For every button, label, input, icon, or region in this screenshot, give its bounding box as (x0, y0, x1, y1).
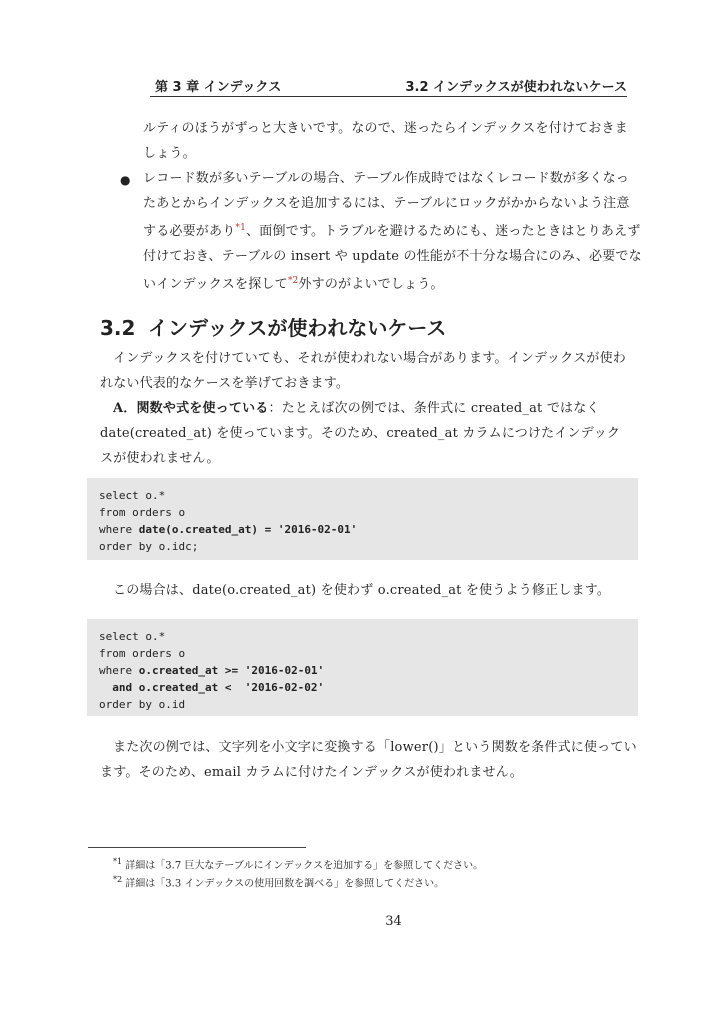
case-a-label: A．関数や式を使っている (113, 401, 269, 416)
section-title: インデックスが使われないケース (148, 316, 447, 340)
footnote-ref-2[interactable]: *2 (287, 276, 299, 286)
section-number: 3.2 (100, 316, 136, 340)
footnote-1 (113, 855, 483, 873)
code-1-line-3-highlight: date(o.created_at) = '2016-02-01' (138, 523, 358, 536)
bullet-line-1: レコード数が多いテーブルの場合、テーブル作成時ではなくレコード数が多くなっ (143, 171, 630, 186)
bullet-line-3 (143, 216, 642, 244)
code-2-line-3-keyword: where (99, 664, 139, 677)
code-2-line-2: from orders o (99, 647, 186, 660)
intro-line-2: しょう。 (143, 146, 196, 161)
paragraph-2-line-3: スが使われません。 (100, 451, 220, 466)
paragraph-2 (100, 396, 620, 471)
paragraph-1-line-1: インデックスを付けていても、それが使われない場合があります。インデックスが使わ (113, 351, 626, 366)
code-1-line-1: select o.* (99, 489, 166, 502)
code-1-line-4: order by o.idc; (99, 540, 199, 553)
code-1-line-3-keyword: where (99, 523, 139, 536)
footnote-ref-1[interactable]: *1 (235, 223, 247, 233)
running-header-section: 3.2 インデックスが使われないケース (405, 80, 627, 95)
paragraph-2-line-1 (100, 396, 620, 421)
section-heading (100, 312, 446, 341)
bullet-line-3-a: する必要があり (143, 224, 236, 239)
code-block-2 (87, 619, 638, 716)
code-1-line-3 (99, 521, 638, 538)
footnote-2-text: 詳細は「3.3 インデックスの使用回数を調べる」を参照してください。 (125, 878, 445, 890)
bullet-icon: ● (120, 173, 131, 187)
bullet-line-5 (143, 269, 642, 297)
code-2-line-3 (99, 662, 638, 679)
code-1-line-2: from orders o (99, 506, 186, 519)
footnote-2-mark: *2 (113, 875, 123, 884)
paragraph-4 (100, 735, 637, 785)
running-header-chapter: 第 3 章 インデックス (155, 80, 282, 95)
intro-paragraph (143, 116, 628, 166)
footnote-1-mark: *1 (113, 857, 123, 866)
paragraph-1 (100, 346, 626, 396)
paragraph-3 (113, 578, 610, 603)
code-2-line-1: select o.* (99, 630, 166, 643)
paragraph-2-line-1-text: ：たとえば次の例では、条件式に created_at ではなく (268, 401, 600, 416)
footnote-divider (88, 847, 306, 848)
bullet-line-5-a: いインデックスを探して (143, 277, 288, 292)
paragraph-1-line-2: れない代表的なケースを挙げておきます。 (100, 376, 350, 391)
bullet-line-4: 付けておき、テーブルの insert や update の性能が不十分な場合にのみ、必要でな (143, 249, 642, 264)
paragraph-4-line-2: ます。そのため、email カラムに付けたインデックスが使われません。 (100, 765, 523, 780)
paragraph-2-line-2: date(created_at) を使っています。そのため、created_at カラムにつけたインデック (100, 426, 621, 441)
bullet-line-3-b: 、面倒です。トラブルを避けるためにも、迷ったときはとりあえず (246, 224, 641, 239)
footnote-1-text: 詳細は「3.7 巨大なテーブルにインデックスを追加する」を参照してください。 (125, 860, 484, 872)
bullet-paragraph (143, 166, 642, 297)
code-2-line-5: order by o.id (99, 698, 186, 711)
code-block-1 (87, 478, 638, 560)
footnote-2 (113, 873, 444, 891)
code-2-line-3-highlight: o.created_at >= '2016-02-01' (138, 664, 325, 677)
bullet-line-5-b: 外すのがよいでしょう。 (298, 277, 444, 292)
intro-line-1: ルティのほうがずっと大きいです。なので、迷ったらインデックスを付けておきま (143, 121, 628, 136)
bullet-line-2: たあとからインデックスを追加するには、テーブルにロックがかからないよう注意 (143, 196, 630, 211)
paragraph-4-line-1: また次の例では、文字列を小文字に変換する「lower()」という関数を条件式に使ってい (113, 740, 637, 755)
page-number: 34 (385, 914, 402, 929)
code-2-line-4: and o.created_at < '2016-02-02' (99, 681, 325, 694)
paragraph-3-line-1: この場合は、date(o.created_at) を使わず o.created_at を使うよう修正します。 (113, 583, 611, 598)
header-divider (150, 96, 627, 97)
